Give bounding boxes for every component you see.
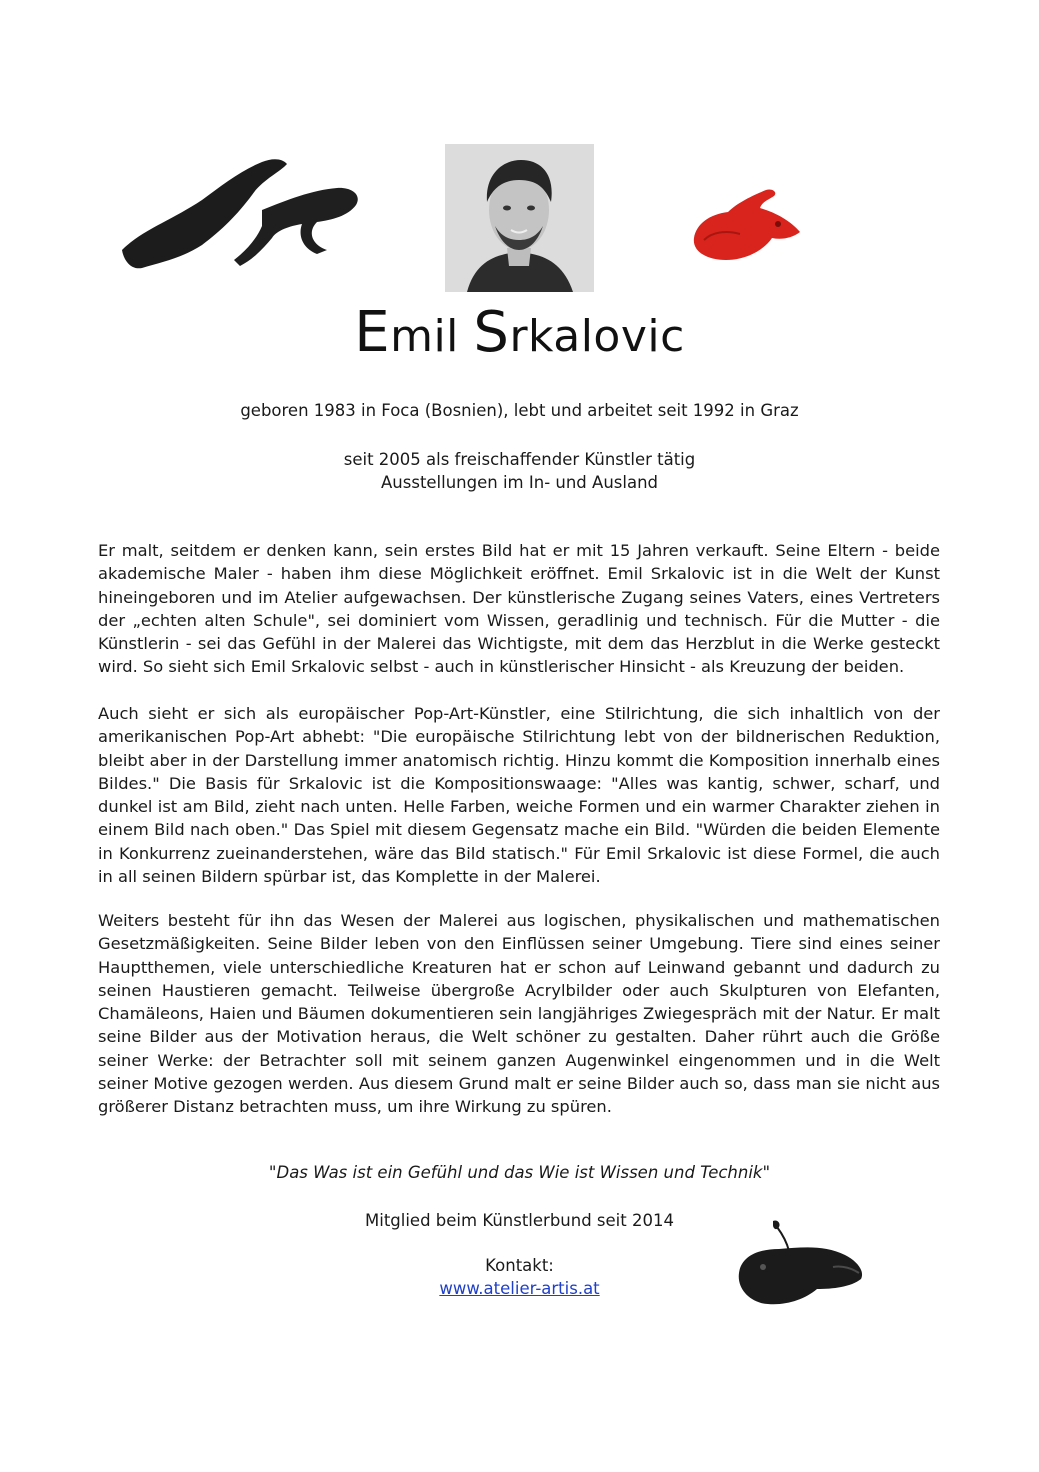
artist-portrait-photo	[445, 144, 594, 292]
paragraph-biography: Er malt, seitdem er denken kann, sein erstes Bild hat er mit 15 Jahren verkauft. Seine Eltern - beide akademische Maler - haben ihm diese Möglichkeit eröffnet. Emil Srkalovic ist in die Welt der Kunst hineingeboren und im Atelier aufgewachsen. Der künstlerische Zugang seines Vaters, eines Vertreters der „echten alten Schule", sei dominiert vom Wissen, geradlinig und technisch. Für die Mutter - die Künstlerin - sei das Gefühl in der Malerei das Wichtigste, mit dem das Herzblut in die Werke gesteckt wird. So sieht sich Emil Srkalovic selbst - auch in künstlerischer Hinsicht - als Kreuzung der beiden.	[98, 541, 940, 677]
paragraph-pop-art: Auch sieht er sich als europäischer Pop-Art-Künstler, eine Stilrichtung, die sich inhaltlich von der amerikanischen Pop-Art abhebt: "Die europäische Stilrichtung lebt von der bildnerischen Reduktion, bleibt aber in der Darstellung immer anatomisch richtig. Hinzu kommt die Komposition innerhalb eines Bildes." Die Basis für Srkalovic ist die Kompositionswaage: "Alles was kantig, schwer, scharf, und dunkel ist am Bild, zieht nach unten. Helle Farben, weiche Formen und ein warmer Charakter ziehen in einem Bild nach oben." Das Spiel mit diesem Gegensatz mache ein Bild. "Würden die beiden Elemente in Konkurrenz zueinanderstehen, wäre das Bild statisch." Für Emil Srkalovic ist diese Formel, die auch in all seinen Bildern spürbar ist, das Komplette in der Malerei.	[98, 704, 940, 887]
contact-label: Kontakt:	[485, 1256, 554, 1275]
anglerfish-sculpture-image	[733, 1215, 869, 1309]
paragraph-painting-essence: Weiters besteht für ihn das Wesen der Malerei aus logischen, physikalischen und mathematischen Gesetzmäßigkeiten. Seine Bilder leben von den Einflüssen seiner Umgebung. Tiere sind eines seiner Hauptthemen, viele unterschiedliche Kreaturen hat er schon auf Leinwand gebannt und dadurch zu seinen Haustieren gemacht. Teilweise übergroße Acrylbilder oder auch Skulpturen von Elefanten, Chamäleons, Haien und Bäumen dokumentieren sein langjähriges Zwiegespräch mit der Natur. Er malt seine Bilder aus der Motivation heraus, die Welt schöner zu gestalten. Daher rührt auch die Größe seiner Werke: der Betrachter soll mit seinem ganzen Augenwinkel eingenommen und in die Welt seiner Motive gezogen werden. Aus diesem Grund malt er seine Bilder auch so, dass man sie nicht aus größerer Distanz betrachten muss, um ihre Wirkung zu spüren.	[98, 911, 940, 1117]
bio-birth-line: geboren 1983 in Foca (Bosnien), lebt und arbeitet seit 1992 in Graz	[240, 401, 799, 420]
contact-link-row	[0, 1278, 1039, 1300]
title-first-rest: mil	[390, 311, 474, 362]
bio-career-line: seit 2005 als freischaffender Künstler tätig	[343, 450, 696, 469]
title-last-initial: S	[473, 300, 510, 365]
bio-exhibitions-line: Ausstellungen im In- und Ausland	[381, 473, 658, 492]
membership-line: Mitglied beim Künstlerbund seit 2014	[365, 1211, 674, 1230]
artist-name-title	[0, 300, 1039, 365]
website-link[interactable]: www.atelier-artis.at	[439, 1279, 600, 1298]
title-first-initial: E	[354, 300, 391, 365]
eel-sculpture-image	[112, 150, 372, 274]
red-fish-sculpture-image	[686, 180, 804, 266]
artist-quote: "Das Was ist ein Gefühl und das Wie ist Wissen und Technik"	[268, 1163, 771, 1182]
title-last-rest: rkalovic	[509, 311, 685, 362]
